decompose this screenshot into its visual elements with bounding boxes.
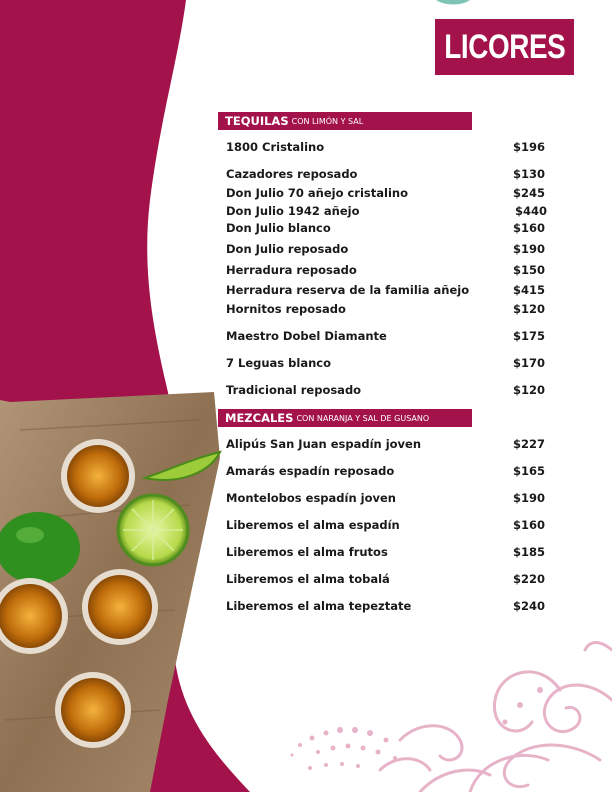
swirl-ornament (380, 643, 612, 792)
item-name: Alipús San Juan espadín joven (226, 437, 422, 451)
item-price: $130 (513, 167, 546, 181)
item-price: $185 (513, 545, 546, 559)
item-price: $245 (513, 186, 546, 200)
item-price: $220 (513, 572, 546, 586)
item-name: Montelobos espadín joven (226, 491, 396, 505)
section-title: TEQUILAS (225, 114, 289, 128)
item-name: Cazadores reposado (226, 167, 358, 181)
item-name: Don Julio 70 añejo cristalino (226, 186, 408, 200)
item-price: $170 (513, 356, 546, 370)
item-price: $120 (513, 383, 546, 397)
item-name: Liberemos el alma frutos (226, 545, 388, 559)
item-name: Hornitos reposado (226, 302, 346, 316)
item-name: Amarás espadín reposado (226, 464, 395, 478)
item-name: Don Julio blanco (226, 221, 331, 235)
item-name: Tradicional reposado (226, 383, 362, 397)
page-title: LICORES (443, 27, 566, 66)
item-name: Herradura reserva de la familia añejo (226, 283, 470, 297)
item-name: Don Julio reposado (226, 242, 349, 256)
item-price: $227 (513, 437, 546, 451)
item-name: Don Julio 1942 añejo (226, 204, 360, 218)
item-price: $160 (513, 221, 546, 235)
item-name: Maestro Dobel Diamante (226, 329, 387, 343)
item-name: 1800 Cristalino (226, 140, 325, 154)
item-name: Liberemos el alma tobalá (226, 572, 390, 586)
section-subtitle: CON NARANJA Y SAL DE GUSANO (296, 413, 430, 423)
section-title: MEZCALES (225, 411, 294, 425)
section-subtitle: CON LIMÓN Y SAL (291, 116, 364, 126)
item-name: Liberemos el alma espadín (226, 518, 400, 532)
item-price: $175 (513, 329, 546, 343)
item-price: $190 (513, 491, 546, 505)
item-name: 7 Leguas blanco (226, 356, 331, 370)
item-price: $165 (513, 464, 546, 478)
item-name: Herradura reposado (226, 263, 357, 277)
item-price: $196 (513, 140, 546, 154)
top-accent (436, 0, 470, 5)
item-price: $190 (513, 242, 546, 256)
section-header-mezcales (218, 409, 472, 427)
item-price: $415 (513, 283, 546, 297)
item-price: $150 (513, 263, 546, 277)
item-price: $440 (515, 204, 548, 218)
item-price: $240 (513, 599, 546, 613)
item-price: $160 (513, 518, 546, 532)
title-banner (435, 19, 574, 75)
section-header-tequilas (218, 112, 472, 130)
item-price: $120 (513, 302, 546, 316)
item-name: Liberemos el alma tepeztate (226, 599, 412, 613)
